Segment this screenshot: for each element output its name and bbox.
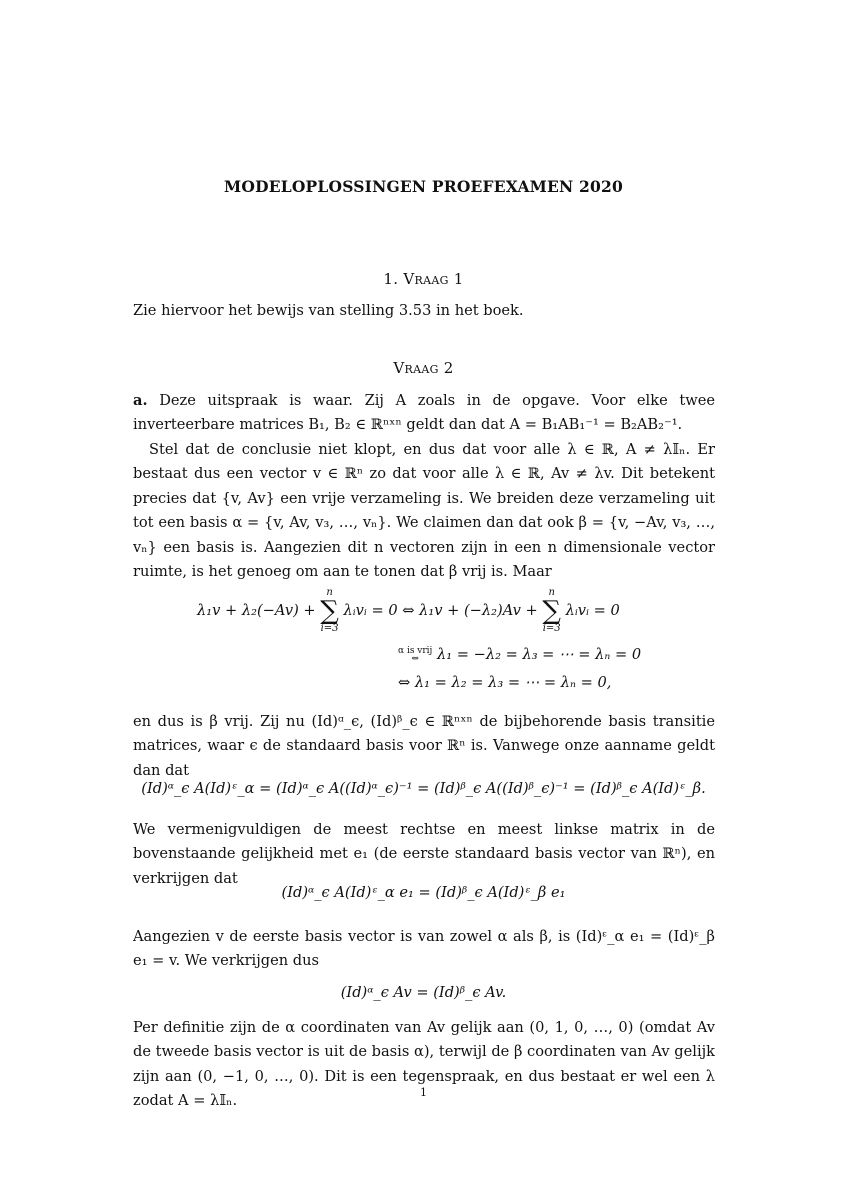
equation-3: ⇔ λ₁ = λ₂ = λ₃ = ⋯ = λₙ = 0, — [398, 674, 612, 691]
equation-5: (Id)ᵅ_ϵ A(Id)ᵋ_α e₁ = (Id)ᵝ_ϵ A(Id)ᵋ_β e₁ — [281, 884, 566, 901]
paragraph-f: Per definitie zijn de α coordinaten van Av gelijk aan (0, 1, 0, …, 0) (omdat Av de tweede basis vector is uit de basis α), terwijl de β coordinaten van Av gelijk zijn aan (0, −1, 0, …, 0). Dit is een tegenspraak, en dus bestaat er wel een λ zodat A = λ𝕀ₙ. — [133, 1019, 715, 1110]
sum-symbol-1: n ∑ i=3 — [320, 587, 339, 634]
equation-4: (Id)ᵅ_ϵ A(Id)ᵋ_α = (Id)ᵅ_ϵ A((Id)ᵅ_ϵ)⁻¹ = (Id)ᵝ_ϵ A((Id)ᵝ_ϵ)⁻¹ = (Id)ᵝ_ϵ A(Id)ᵋ_β. — [141, 780, 706, 797]
paragraph-a — [133, 389, 715, 438]
paragraph-d: We vermenigvuldigen de meest rechtse en meest linkse matrix in de bovenstaande gelijkheid met e₁ (de eerste standaard basis vector van ℝⁿ), en verkrijgen dat — [133, 821, 715, 887]
section-1-heading — [0, 270, 847, 288]
equation-1-middle: λᵢvᵢ = 0 ⇔ λ₁v + (−λ₂)Av + — [343, 602, 538, 619]
equation-1-right: λᵢvᵢ = 0 — [565, 602, 620, 619]
paragraph-a-text: Deze uitspraak is waar. Zij A zoals in de opgave. Voor elke twee inverteerbare matrices B₁, B₂ ∈ ℝⁿˣⁿ geldt dan dat A = B₁AB₁⁻¹ = B₂AB₂⁻¹. — [133, 392, 715, 434]
section-1-title: Vraag 1 — [403, 270, 464, 288]
equation-6: (Id)ᵅ_ϵ Av = (Id)ᵝ_ϵ Av. — [340, 984, 507, 1001]
part-a-label: a. — [133, 392, 148, 409]
sum-symbol-2: n ∑ i=3 — [542, 587, 561, 634]
equation-2 — [398, 646, 641, 663]
section-2-title: Vraag 2 — [393, 359, 454, 377]
section-2-heading — [0, 359, 847, 377]
equation-2-condition: α is vrij ⇔ — [398, 645, 433, 664]
equation-2-text: λ₁ = −λ₂ = λ₃ = ⋯ = λₙ = 0 — [437, 646, 642, 663]
paragraph-c: en dus is β vrij. Zij nu (Id)ᵅ_ϵ, (Id)ᵝ_ϵ ∈ ℝⁿˣⁿ de bijbehorende basis transitie matrices, waar ϵ de standaard basis voor ℝⁿ is. Vanwege onze aanname geldt dan dat — [133, 713, 715, 779]
section-1-body: Zie hiervoor het bewijs van stelling 3.53 in het boek. — [133, 302, 524, 319]
equation-1 — [197, 588, 620, 634]
section-1-number: 1. — [383, 270, 399, 288]
paragraph-e: Aangezien v de eerste basis vector is van zowel α als β, is (Id)ᵋ_α e₁ = (Id)ᵋ_β e₁ = v. We verkrijgen dus — [133, 928, 715, 970]
document-title: MODELOPLOSSINGEN PROEFEXAMEN 2020 — [224, 177, 623, 196]
paragraph-b: Stel dat de conclusie niet klopt, en dus dat voor alle λ ∈ ℝ, A ≠ λ𝕀ₙ. Er bestaat dus een vector v ∈ ℝⁿ zo dat voor alle λ ∈ ℝ, Av ≠ λv. Dit betekent precies dat {v, Av} een vrije verzameling is. We breiden deze verzameling uit tot een basis α = {v, Av, v₃, …, vₙ}. We claimen dan dat ook β = {v, −Av, v₃, …, vₙ} een basis is. Aangezien dit n vectoren zijn in een n dimensionale vector ruimte, is het genoeg om aan te tonen dat β vrij is. Maar — [133, 441, 715, 581]
equation-1-left: λ₁v + λ₂(−Av) + — [197, 602, 316, 619]
page-number: 1 — [420, 1086, 427, 1099]
